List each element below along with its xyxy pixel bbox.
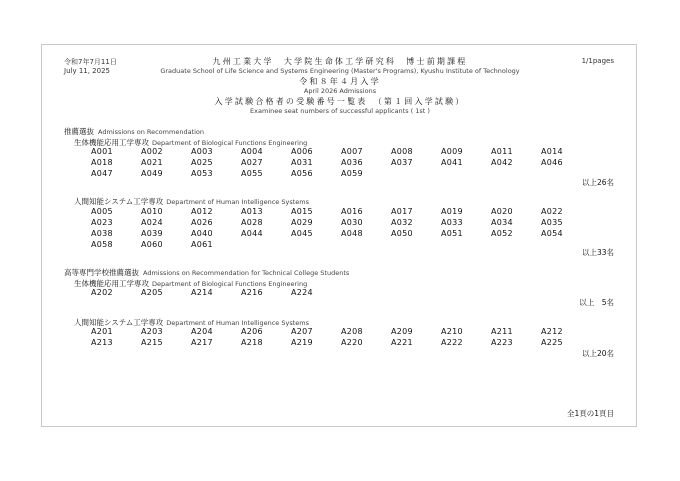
department-name-en: Department of Human Intelligence Systems [166, 319, 309, 327]
seat-number: A022 [541, 207, 563, 216]
category-title-jp: 推薦選抜 [64, 127, 94, 136]
seat-number: A219 [291, 338, 313, 347]
seat-number: A026 [191, 218, 213, 227]
seat-number: A060 [141, 240, 163, 249]
seat-number: A210 [441, 327, 463, 336]
seat-number: A004 [241, 147, 263, 156]
seat-number: A041 [441, 158, 463, 167]
seat-number: A025 [191, 158, 213, 167]
seat-number: A028 [241, 218, 263, 227]
seat-number: A053 [191, 169, 213, 178]
seat-number: A206 [241, 327, 263, 336]
issue-date-jp: 令和7年7月11日 [64, 58, 117, 66]
university-title-en: Graduate School of Life Science and Systems Engineering (Master's Programs), Kyushu Institute of Technology [160, 67, 520, 75]
seat-number: A221 [391, 338, 413, 347]
seat-number: A225 [541, 338, 563, 347]
seat-number: A014 [541, 147, 563, 156]
seat-number: A001 [91, 147, 113, 156]
seat-number: A030 [341, 218, 363, 227]
seat-number: A033 [441, 218, 463, 227]
seat-number: A213 [91, 338, 113, 347]
seat-number: A003 [191, 147, 213, 156]
department-name-jp: 人間知能システム工学専攻 [74, 318, 164, 327]
department-name-en: Department of Biological Functions Engineering [152, 280, 308, 288]
seat-number: A023 [91, 218, 113, 227]
seat-number: A059 [341, 169, 363, 178]
seat-number: A015 [291, 207, 313, 216]
seat-number: A205 [141, 288, 163, 297]
seat-number: A020 [491, 207, 513, 216]
seat-number: A046 [541, 158, 563, 167]
department-name-jp: 生体機能応用工学専攻 [74, 279, 149, 288]
seat-number: A215 [141, 338, 163, 347]
page-label: 1/1pages [581, 57, 614, 65]
category-title-en: Admissions on Recommendation [98, 128, 205, 136]
seat-number: A034 [491, 218, 513, 227]
seat-number: A019 [441, 207, 463, 216]
seat-number: A047 [91, 169, 113, 178]
department-name-jp: 人間知能システム工学専攻 [74, 197, 164, 206]
category-heading [64, 267, 349, 278]
seat-number: A214 [191, 288, 213, 297]
seat-number: A061 [191, 240, 213, 249]
seat-number: A223 [491, 338, 513, 347]
seat-number: A203 [141, 327, 163, 336]
seat-number: A218 [241, 338, 263, 347]
seat-number: A216 [241, 288, 263, 297]
seat-number: A035 [541, 218, 563, 227]
seat-number: A217 [191, 338, 213, 347]
seat-number: A054 [541, 229, 563, 238]
seat-number: A024 [141, 218, 163, 227]
department-total: 以上 5名 [579, 298, 614, 307]
seat-number: A058 [91, 240, 113, 249]
document-sheet [41, 44, 637, 427]
seat-number: A202 [91, 288, 113, 297]
department-total: 以上33名 [581, 248, 614, 257]
seat-number: A038 [91, 229, 113, 238]
department-name-en: Department of Human Intelligence Systems [166, 198, 309, 206]
seat-number: A204 [191, 327, 213, 336]
seat-number: A050 [391, 229, 413, 238]
issue-date-en: July 11, 2025 [64, 67, 110, 75]
seat-number: A018 [91, 158, 113, 167]
category-title-en: Admissions on Recommendation for Technical College Students [143, 269, 350, 277]
seat-number: A017 [391, 207, 413, 216]
seat-number: A056 [291, 169, 313, 178]
seat-number: A207 [291, 327, 313, 336]
admission-term-en: April 2026 Admissions [303, 87, 377, 95]
university-title-jp: 九州工業大学 大学院生命体工学研究科 博士前期課程 [212, 57, 468, 66]
seat-number: A037 [391, 158, 413, 167]
seat-number: A016 [341, 207, 363, 216]
seat-number: A212 [541, 327, 563, 336]
seat-number: A005 [91, 207, 113, 216]
seat-number: A051 [441, 229, 463, 238]
seat-number: A006 [291, 147, 313, 156]
seat-number: A036 [341, 158, 363, 167]
seat-number: A013 [241, 207, 263, 216]
seat-number: A010 [141, 207, 163, 216]
category-title-jp: 高等専門学校推薦選抜 [64, 268, 139, 277]
seat-number: A008 [391, 147, 413, 156]
seat-number: A222 [441, 338, 463, 347]
seat-number: A209 [391, 327, 413, 336]
seat-number: A007 [341, 147, 363, 156]
seat-number: A009 [441, 147, 463, 156]
seat-number: A039 [141, 229, 163, 238]
department-total: 以上20名 [581, 349, 614, 358]
seat-number: A045 [291, 229, 313, 238]
seat-number: A201 [91, 327, 113, 336]
seat-number: A211 [491, 327, 513, 336]
list-title-en: Examinee seat numbers of successful applicants ( 1st ) [250, 107, 430, 115]
seat-number: A220 [341, 338, 363, 347]
seat-number: A055 [241, 169, 263, 178]
seat-number: A049 [141, 169, 163, 178]
department-name-en: Department of Biological Functions Engineering [152, 139, 308, 147]
seat-number: A011 [491, 147, 513, 156]
seat-number: A052 [491, 229, 513, 238]
seat-number: A012 [191, 207, 213, 216]
list-title-jp: 入学試験合格者の受験番号一覧表 （第１回入学試験） [214, 97, 466, 106]
admission-term-jp: 令和８年４月入学 [299, 77, 381, 86]
seat-number: A042 [491, 158, 513, 167]
seat-number: A208 [341, 327, 363, 336]
department-name-jp: 生体機能応用工学専攻 [74, 138, 149, 147]
seat-number: A048 [341, 229, 363, 238]
page-footer-note: 全1頁の1頁目 [566, 409, 614, 418]
seat-number: A021 [141, 158, 163, 167]
seat-number: A027 [241, 158, 263, 167]
seat-number: A002 [141, 147, 163, 156]
category-heading [64, 126, 204, 137]
seat-number: A040 [191, 229, 213, 238]
seat-number: A032 [391, 218, 413, 227]
seat-number: A224 [291, 288, 313, 297]
department-total: 以上26名 [581, 178, 614, 187]
seat-number: A031 [291, 158, 313, 167]
seat-number: A044 [241, 229, 263, 238]
seat-number: A029 [291, 218, 313, 227]
